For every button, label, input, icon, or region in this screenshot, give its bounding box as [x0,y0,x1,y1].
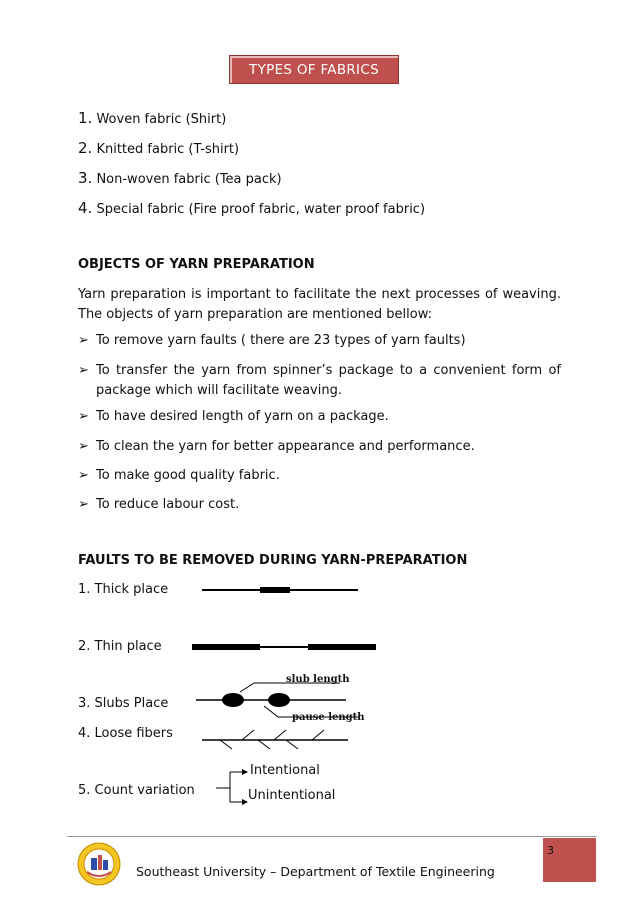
loose-fibers-diagram [200,728,352,750]
intentional-label: Intentional [250,763,320,778]
list-item: 4. Special fabric (Fire proof fabric, water proof fabric) [78,199,426,217]
list-item: 1. Woven fabric (Shirt) [78,109,227,127]
list-item: 3. Non-woven fabric (Tea pack) [78,169,282,187]
footer-divider [67,836,597,837]
footer-text: Southeast University – Department of Textile Engineering [136,864,495,879]
university-logo-icon [77,842,121,886]
count-variation-bracket [214,766,250,806]
arrow-bullet-icon: ➢ [78,363,89,378]
pause-length-label: pause length [292,712,365,723]
fault-item-count-variation: 5. Count variation [78,783,195,798]
slub-length-label: slub length [286,674,350,685]
list-item: 2. Knitted fabric (T-shirt) [78,139,240,157]
fault-item-slubs-place: 3. Slubs Place [78,696,169,711]
section-title: TYPES OF FABRICS [249,61,379,78]
arrow-bullet-icon: ➢ [78,333,89,348]
section-title-box [229,55,399,84]
thin-place-diagram [190,641,380,655]
page-number: 3 [547,844,554,857]
fault-item-thin-place: 2. Thin place [78,639,162,654]
fault-item-thick-place: 1. Thick place [78,582,169,597]
arrow-bullet-icon: ➢ [78,468,89,483]
objects-intro: Yarn preparation is important to facilitate the next processes of weaving. The objects of yarn preparation are mentioned bellow: [78,287,561,322]
arrow-bullet-icon: ➢ [78,497,89,512]
unintentional-label: Unintentional [248,788,336,803]
faults-heading: FAULTS TO BE REMOVED DURING YARN-PREPARATION [78,553,468,568]
thick-place-diagram [200,583,360,597]
arrow-bullet-icon: ➢ [78,409,89,424]
arrow-bullet-icon: ➢ [78,439,89,454]
objects-heading: OBJECTS OF YARN PREPARATION [78,257,315,272]
fault-item-loose-fibers: 4. Loose fibers [78,726,173,741]
